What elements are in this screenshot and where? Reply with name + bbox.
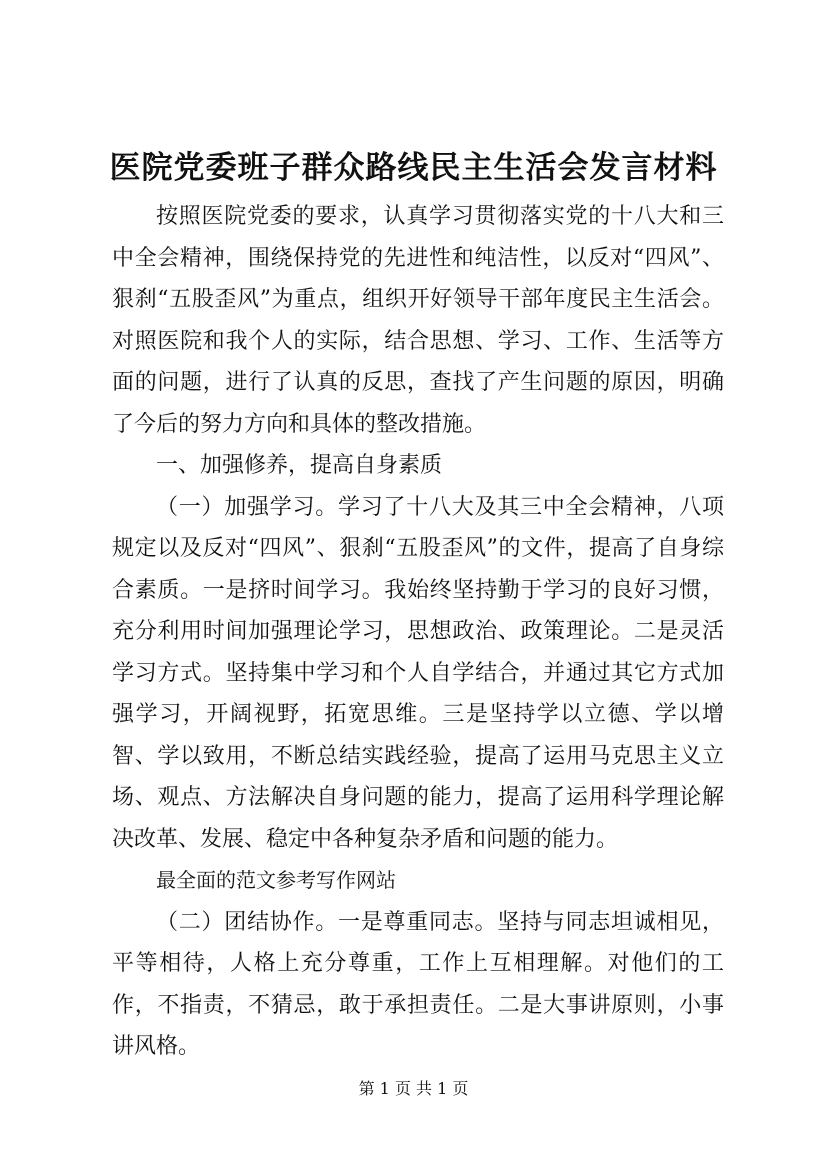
study-paragraph: （一）加强学习。学习了十八大及其三中全会精神，八项规定以及反对“四风”、狠刹“五股歪风”的文件，提高了自身综合素质。一是挤时间学习。我始终坚持勤于学习的良好习惯，充分利用时间加强理论学习，思想政治、政策理论。二是灵活学习方式。坚持集中学习和个人自学结合，并通过其它方式加强学习，开阔视野，拓宽思维。三是坚持学以立德、学以增智、学以致用，不断总结实践经验，提高了运用马克思主义立场、观点、方法解决自身问题的能力，提高了运用科学理论解决改革、发展、稳定中各种复杂矛盾和问题的能力。: [112, 494, 724, 852]
document-body: [112, 196, 724, 1068]
document-title: 医院党委班子群众路线民主生活会发言材料: [109, 150, 718, 186]
intro-paragraph: 按照医院党委的要求，认真学习贯彻落实党的十八大和三中全会精神，围绕保持党的先进性和纯洁性，以反对“四风”、狠刹“五股歪风”为重点，组织开好领导干部年度民主生活会。对照医院和我个人的实际，结合思想、学习、工作、生活等方面的问题，进行了认真的反思，查找了产生问题的原因，明确了今后的努力方向和具体的整改措施。: [112, 204, 724, 437]
cooperation-paragraph: （二）团结协作。一是尊重同志。坚持与同志坦诚相见，平等相待，人格上充分尊重，工作上互相理解。对他们的工作，不指责，不猜忌，敢于承担责任。二是大事讲原则，小事讲风格。: [112, 909, 724, 1059]
page-number-footer: 第 1 页 共 1 页: [358, 1079, 469, 1098]
section-heading: 一、加强修养，提高自身素质: [156, 453, 443, 478]
website-note: 最全面的范文参考写作网站: [156, 868, 396, 892]
